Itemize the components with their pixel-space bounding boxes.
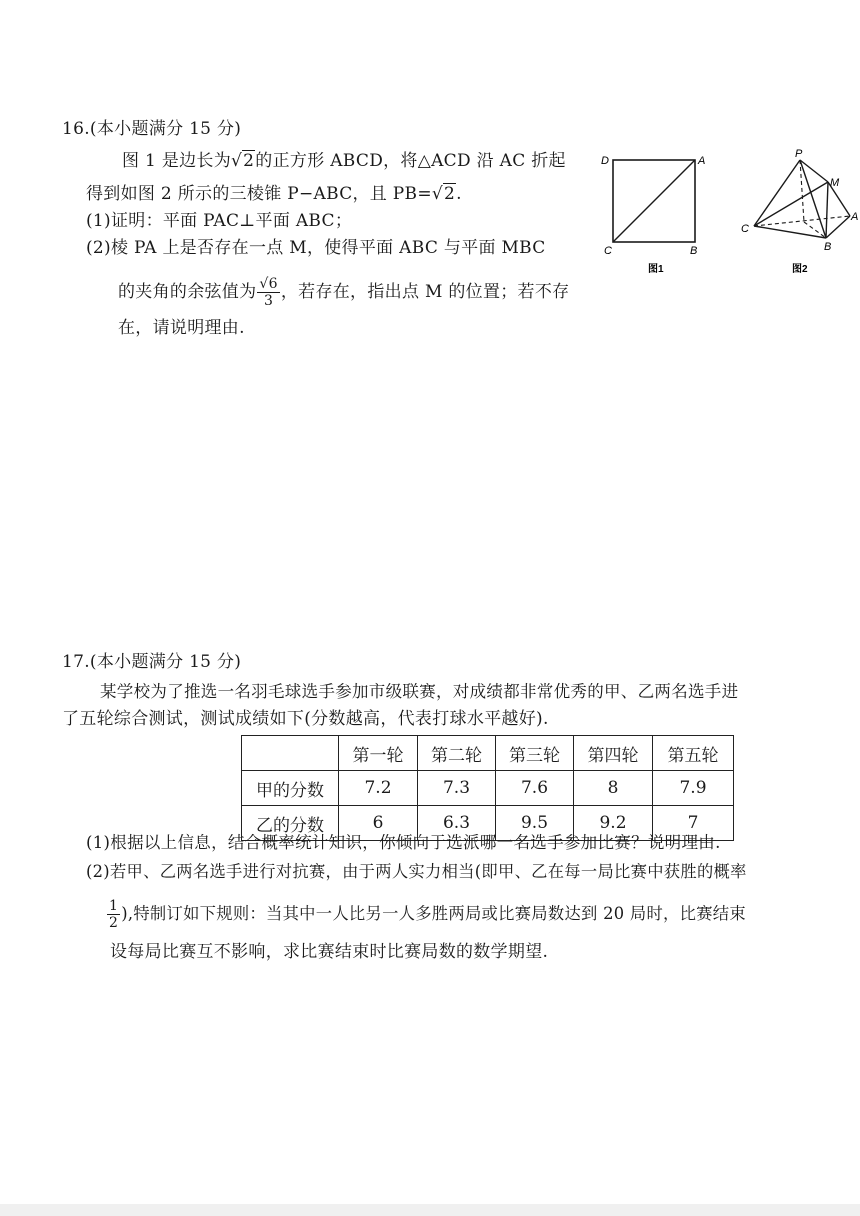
q16-part2-line2-b: ，若存在，指出点 M 的位置；若不存 xyxy=(280,282,570,302)
q16-part2-line2-a: 的夹角的余弦值为 xyxy=(118,282,257,302)
figure-2-tetrahedron xyxy=(738,146,860,276)
table-cell: 7.6 xyxy=(496,771,574,806)
q16-part2-line1: (2)棱 PA 上是否存在一点 M，使得平面 ABC 与平面 MBC xyxy=(86,238,546,258)
table-cell: 6 xyxy=(339,806,418,841)
label-b: B xyxy=(824,241,832,253)
diagonal-ac xyxy=(613,160,695,242)
table-cell: 8 xyxy=(574,771,653,806)
label-c: C xyxy=(604,245,612,257)
table-cell: 9.5 xyxy=(496,806,574,841)
edge-cb xyxy=(754,226,826,238)
table-header-cell: 第三轮 xyxy=(496,736,574,771)
table-cell: 9.2 xyxy=(574,806,653,841)
q16-part2-line2 xyxy=(118,276,569,309)
table-header-row xyxy=(242,736,734,771)
label-c: C xyxy=(741,223,749,235)
q16-stem-line1-a: 图 1 是边长为 xyxy=(122,151,232,171)
label-d: D xyxy=(601,155,609,167)
table-row xyxy=(242,771,734,806)
q16-header: 16.(本小题满分 15 分) xyxy=(62,119,242,139)
table-cell: 7.3 xyxy=(418,771,496,806)
fraction-numerator: √6 xyxy=(259,276,278,292)
q17-part1: (1)根据以上信息，结合概率统计知识，你倾向于选派哪一名选手参加比赛？说明理由. xyxy=(86,833,721,852)
q17-part2-line1: (2)若甲、乙两名选手进行对抗赛，由于两人实力相当(即甲、乙在每一局比赛中获胜的概率 xyxy=(86,862,747,881)
fraction xyxy=(257,276,279,309)
table-header-cell: 第一轮 xyxy=(339,736,418,771)
table-cell: 7.2 xyxy=(339,771,418,806)
edge-pb xyxy=(800,160,826,238)
q17-header: 17.(本小题满分 15 分) xyxy=(62,652,242,672)
q16-stem-line2 xyxy=(86,182,462,206)
label-b: B xyxy=(690,245,698,257)
table-cell: 7 xyxy=(653,806,734,841)
table-cell: 乙的分数 xyxy=(242,806,339,841)
table-header-cell xyxy=(242,736,339,771)
table-cell: 7.9 xyxy=(653,771,734,806)
fraction xyxy=(107,898,120,931)
q16-part1: (1)证明：平面 PAC⊥平面 ABC； xyxy=(86,211,353,231)
q16-stem-line2-b: . xyxy=(456,184,462,204)
label-m: M xyxy=(830,177,840,189)
q16-stem-line1 xyxy=(122,149,566,173)
q16-stem-line2-sqrt: 2 xyxy=(444,184,456,204)
fraction-denominator: 2 xyxy=(109,915,119,931)
q16-part2-line3: 在，请说明理由. xyxy=(118,318,245,338)
fig2-caption: 图2 xyxy=(792,264,808,275)
sqrt-symbol: √2 xyxy=(231,151,255,171)
table-cell: 甲的分数 xyxy=(242,771,339,806)
label-a: A xyxy=(698,155,706,167)
fig1-caption: 图1 xyxy=(648,264,664,275)
table-header-cell: 第五轮 xyxy=(653,736,734,771)
table-cell: 6.3 xyxy=(418,806,496,841)
q16-stem-line1-b: 的正方形 ABCD，将△ACD 沿 AC 折起 xyxy=(255,151,566,171)
label-p: P xyxy=(795,148,803,160)
fraction-denominator: 3 xyxy=(264,293,274,309)
edge-mb xyxy=(826,182,828,238)
q17-stem-line2: 了五轮综合测试，测试成绩如下(分数越高，代表打球水平越好). xyxy=(62,709,549,729)
edge-ba xyxy=(826,216,850,238)
fraction-numerator: 1 xyxy=(109,898,119,914)
q17-part2-line2 xyxy=(106,898,746,931)
page-bottom-edge xyxy=(0,1204,860,1216)
label-a: A xyxy=(851,211,859,223)
table-header-cell: 第二轮 xyxy=(418,736,496,771)
q16-stem-line2-a: 得到如图 2 所示的三棱锥 P−ABC，且 PB= xyxy=(86,184,432,204)
figure-1-square xyxy=(598,148,718,276)
q17-part2-line2-text: ),特制订如下规则：当其中一人比另一人多胜两局或比赛局数达到 20 局时，比赛结束 xyxy=(121,904,746,923)
scores-table xyxy=(241,735,734,841)
edge-pc xyxy=(754,160,800,226)
q17-part2-line3: 设每局比赛互不影响，求比赛结束时比赛局数的数学期望. xyxy=(110,942,549,962)
sqrt-symbol: √2 xyxy=(431,184,456,204)
q16-stem-line1-sqrt: 2 xyxy=(243,151,255,171)
q17-stem-line1: 某学校为了推选一名羽毛球选手参加市级联赛，对成绩都非常优秀的甲、乙两名选手进 xyxy=(100,682,739,701)
table-header-cell: 第四轮 xyxy=(574,736,653,771)
